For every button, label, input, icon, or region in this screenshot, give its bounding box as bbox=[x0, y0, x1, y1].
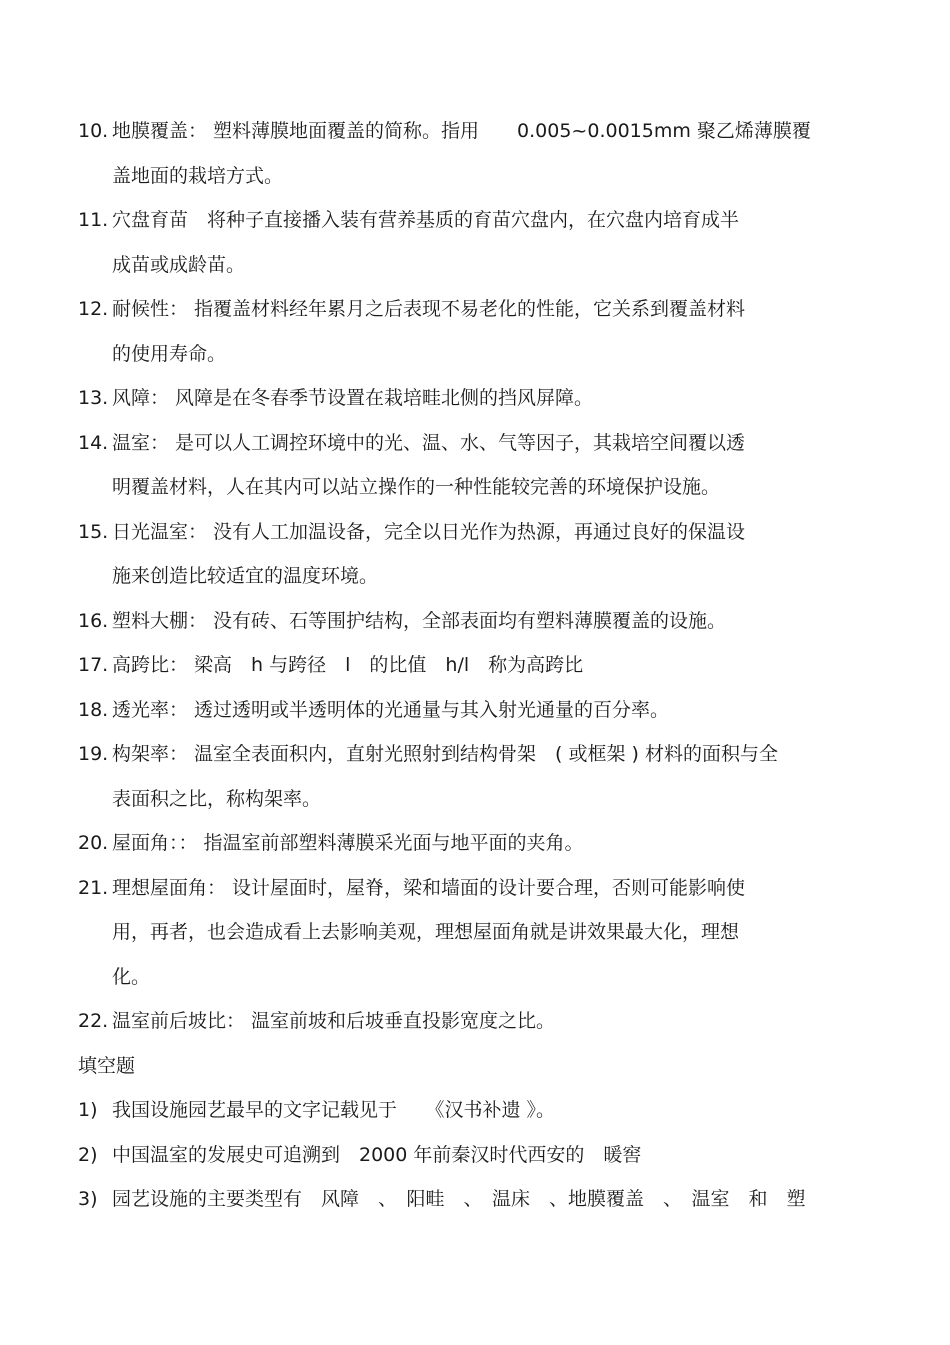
definition-continuation-line bbox=[78, 784, 858, 814]
definition-line bbox=[78, 828, 858, 858]
document-content bbox=[78, 116, 858, 1229]
definition-continuation-line bbox=[78, 472, 858, 502]
fill-blank-question bbox=[78, 1095, 858, 1125]
definition-line bbox=[78, 1006, 858, 1036]
definition-line bbox=[78, 606, 858, 636]
item-number: 18. bbox=[78, 698, 109, 721]
fill-blank-question bbox=[78, 1140, 858, 1170]
item-number: 14. bbox=[78, 431, 109, 454]
item-text: 屋面角：： 指温室前部塑料薄膜采光面与地平面的夹角。 bbox=[112, 832, 584, 854]
definition-line bbox=[78, 695, 858, 725]
definition-line bbox=[78, 517, 858, 547]
item-text: 用，再者，也会造成看上去影响美观，理想屋面角就是讲效果最大化，理想 bbox=[112, 921, 740, 943]
definition-continuation-line bbox=[78, 250, 858, 280]
item-text: 的使用寿命。 bbox=[112, 342, 227, 365]
definition-line bbox=[78, 428, 858, 458]
definition-line bbox=[78, 739, 858, 769]
definition-line bbox=[78, 294, 858, 324]
item-text: 耐候性： 指覆盖材料经年累月之后表现不易老化的性能，它关系到覆盖材料 bbox=[112, 298, 746, 320]
item-text: 明覆盖材料，人在其内可以站立操作的一种性能较完善的环境保护设施。 bbox=[112, 476, 721, 498]
item-number: 20. bbox=[78, 832, 109, 854]
item-number: 21. bbox=[78, 876, 109, 899]
item-text: 施来创造比较适宜的温度环境。 bbox=[112, 565, 379, 587]
item-text: 成苗或成龄苗。 bbox=[112, 253, 246, 276]
item-text: 塑料大棚： 没有砖、石等围护结构，全部表面均有塑料薄膜覆盖的设施。 bbox=[112, 609, 727, 632]
section-title: 填空题 bbox=[78, 1054, 136, 1077]
definition-line bbox=[78, 383, 858, 413]
item-text: 日光温室： 没有人工加温设备，完全以日光作为热源，再通过良好的保温设 bbox=[112, 520, 746, 543]
item-text: 盖地面的栽培方式。 bbox=[112, 164, 284, 187]
item-text: 地膜覆盖： 塑料薄膜地面覆盖的简称。指用 0.005~0.0015mm 聚乙烯薄膜覆 bbox=[112, 120, 811, 142]
question-text: 我国设施园艺最早的文字记载见于 《汉书补遗 》。 bbox=[112, 1099, 556, 1121]
definition-line bbox=[78, 650, 858, 680]
item-text: 风障： 风障是在冬春季节设置在栽培畦北侧的挡风屏障。 bbox=[112, 387, 594, 409]
item-number: 11. bbox=[78, 209, 109, 231]
item-text: 构架率： 温室全表面积内，直射光照射到结构骨架 ( 或框架 ) 材料的面积与全 bbox=[112, 743, 778, 765]
item-text: 温室前后坡比： 温室前坡和后坡垂直投影宽度之比。 bbox=[112, 1010, 556, 1032]
question-number: 1) bbox=[78, 1099, 98, 1121]
question-number: 3) bbox=[78, 1188, 98, 1210]
definition-line bbox=[78, 873, 858, 903]
question-number: 2) bbox=[78, 1143, 98, 1166]
definition-line bbox=[78, 205, 858, 235]
fill-blank-question bbox=[78, 1184, 858, 1214]
definition-continuation-line bbox=[78, 962, 858, 992]
definition-continuation-line bbox=[78, 561, 858, 591]
item-text: 穴盘育苗 将种子直接播入装有营养基质的育苗穴盘内，在穴盘内培育成半 bbox=[112, 209, 740, 231]
item-number: 13. bbox=[78, 387, 109, 409]
item-number: 16. bbox=[78, 609, 109, 632]
item-number: 17. bbox=[78, 654, 109, 676]
definition-continuation-line bbox=[78, 339, 858, 369]
question-text: 园艺设施的主要类型有 风障 、 阳畦 、 温床 、地膜覆盖 、 温室 和 塑 bbox=[112, 1188, 806, 1210]
item-text: 高跨比： 梁高 h 与跨径 l 的比值 h/l 称为高跨比 bbox=[112, 654, 584, 676]
item-text: 表面积之比，称构架率。 bbox=[112, 787, 322, 810]
item-number: 10. bbox=[78, 120, 109, 142]
question-text: 中国温室的发展史可追溯到 2000 年前秦汉时代西安的 暖窖 bbox=[112, 1143, 642, 1166]
item-text: 透光率： 透过透明或半透明体的光通量与其入射光通量的百分率。 bbox=[112, 698, 670, 721]
item-number: 19. bbox=[78, 743, 109, 765]
item-text: 温室： 是可以人工调控环境中的光、温、水、气等因子，其栽培空间覆以透 bbox=[112, 431, 746, 454]
item-number: 22. bbox=[78, 1010, 109, 1032]
definition-line bbox=[78, 116, 858, 146]
item-text: 理想屋面角： 设计屋面时，屋脊，梁和墙面的设计要合理，否则可能影响使 bbox=[112, 876, 746, 899]
definition-continuation-line bbox=[78, 917, 858, 947]
item-number: 15. bbox=[78, 520, 109, 543]
item-number: 12. bbox=[78, 298, 109, 320]
definition-continuation-line bbox=[78, 161, 858, 191]
item-text: 化。 bbox=[112, 965, 151, 988]
